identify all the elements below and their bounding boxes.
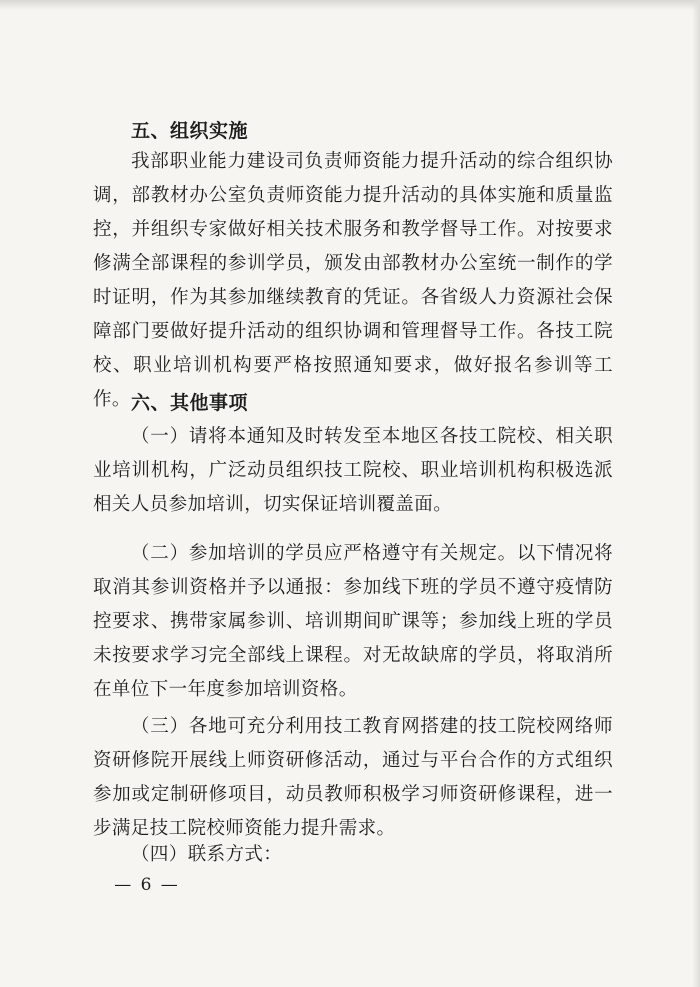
- paragraph-item-4: （四）联系方式：: [131, 844, 283, 865]
- paragraph-item-2: （二）参加培训的学员应严格遵守有关规定。以下情况将取消其参训资格并予以通报：参加线下班的学员不遵守疫情防控要求、携带家属参训、培训期间旷课等；参加线上班的学员未按要求学习完全部线上课程。对无故缺席的学员，将取消所在单位下一年度参加培训资格。: [93, 543, 613, 700]
- paragraph-item-3: （三）各地可充分利用技工教育网搭建的技工院校网络师资研修院开展线上师资研修活动，通过与平台合作的方式组织参加或定制研修项目，动员教师积极学习师资研修课程，进一步满足技工院校师资能力提升需求。: [93, 716, 613, 839]
- paragraph-organization: 我部职业能力建设司负责师资能力提升活动的综合组织协调，部教材办公室负责师资能力提升活动的具体实施和质量监控，并组织专家做好相关技术服务和教学督导工作。对按要求修满全部课程的参训学员，颁发由部教材办公室统一制作的学时证明，作为其参加继续教育的凭证。各省级人力资源社会保障部门要做好提升活动的组织协调和管理督导工作。各技工院校、职业培训机构要严格按照通知要求，做好报名参训等工作。: [93, 151, 613, 410]
- paragraph-item-1: （一）请将本通知及时转发至本地区各技工院校、相关职业培训机构，广泛动员组织技工院校、职业培训机构积极选派相关人员参加培训，切实保证培训覆盖面。: [93, 426, 613, 515]
- scan-edge-top: [0, 0, 700, 10]
- section-heading-organization: 五、组织实施: [131, 120, 249, 142]
- section-heading-other-matters: 六、其他事项: [131, 392, 249, 414]
- page-number: — 6 —: [114, 875, 180, 895]
- scan-edge-right: [692, 0, 700, 987]
